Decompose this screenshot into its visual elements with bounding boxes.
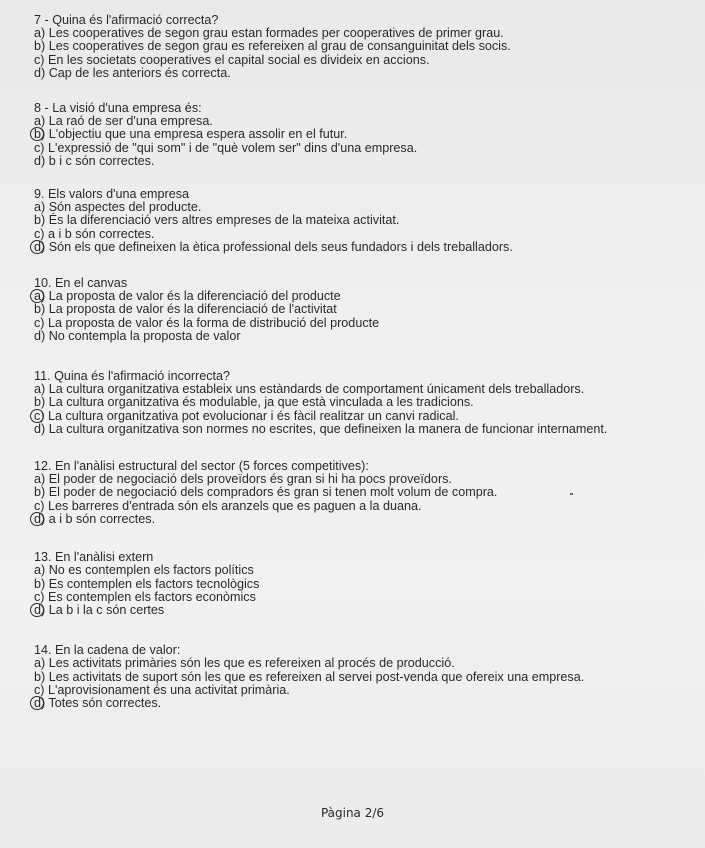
question-block	[34, 14, 694, 80]
answer-option-text: c) En les societats cooperatives el capital social es divideix en accions.	[34, 52, 430, 67]
answer-option-text: a) Són aspectes del producte.	[34, 200, 202, 215]
question-block	[34, 551, 694, 617]
answer-option-text: d) La cultura organitzativa son normes no escrites, que defineixen la manera de funcionar internament.	[34, 421, 608, 436]
answer-option-text: c) Les barreres d'entrada són els aranzels que es paguen a la duana.	[34, 498, 422, 513]
question-title: 9. Els valors d'una empresa	[34, 187, 190, 202]
answer-option-text: a) La cultura organitzativa estableix uns estàndards de comportament únicament dels treballadors.	[34, 382, 585, 397]
question-title: 10. En el canvas	[34, 276, 128, 291]
answer-option-text: d) Totes són correctes.	[34, 695, 162, 710]
answer-option-text: b) És la diferenciació vers altres empreses de la mateixa activitat.	[34, 213, 400, 228]
answer-option-text: a) El poder de negociació dels proveïdors és gran si hi ha pocs proveïdors.	[34, 472, 452, 487]
answer-option-text: b) La cultura organitzativa és modulable, ja que està vinculada a les tradicions.	[34, 395, 474, 410]
answer-option-text: b) L'objectiu que una empresa espera assolir en el futur.	[34, 127, 348, 142]
answer-option-text: a) La raó de ser d'una empresa.	[34, 114, 213, 129]
answer-option-text: b) Les activitats de suport són les que es refereixen al servei post-venda que ofereix una empresa.	[34, 669, 585, 684]
question-title: 8 - La visió d'una empresa és:	[34, 101, 202, 116]
ink-speck	[570, 493, 573, 495]
answer-option-text: b) Es contemplen els factors tecnològics	[34, 576, 260, 591]
answer-option-text: d) La b i la c són certes	[34, 602, 165, 617]
question-block	[34, 188, 694, 254]
question-block	[34, 370, 694, 436]
answer-option-text: b) El poder de negociació dels compradors és gran si tenen molt volum de compra.	[34, 485, 498, 500]
selected-circle-mark	[30, 512, 44, 526]
selected-circle-mark	[30, 603, 44, 617]
answer-option-text: c) L'expressió de "qui som" i de "què volem ser" dins d'una empresa.	[34, 140, 418, 155]
question-title: 12. En l'anàlisi estructural del sector (5 forces competitives):	[34, 459, 369, 474]
answer-option-text: c) La cultura organitzativa pot evolucionar i és fàcil realitzar un canvi radical.	[34, 408, 459, 423]
answer-option	[34, 513, 694, 526]
answer-option-text: a) Les cooperatives de segon grau estan formades per cooperatives de primer grau.	[34, 26, 504, 41]
answer-option	[34, 604, 694, 617]
answer-option-text: d) b i c són correctes.	[34, 153, 155, 168]
question-block	[34, 460, 694, 526]
question-block	[34, 102, 694, 168]
answer-option-text: c) a i b són correctes.	[34, 226, 155, 241]
answer-option-text: d) No contempla la proposta de valor	[34, 328, 241, 343]
question-title: 13. En l'anàlisi extern	[34, 550, 154, 565]
question-block	[34, 644, 694, 710]
page-number: Pàgina 2/6	[320, 806, 385, 820]
question-title: 11. Quina és l'afirmació incorrecta?	[34, 369, 231, 384]
answer-option-text: b) La proposta de valor és la diferenciació de l'activitat	[34, 302, 337, 317]
answer-option-text: a) No es contemplen els factors polítics	[34, 563, 254, 578]
answer-option	[34, 241, 694, 254]
answer-option	[34, 330, 694, 343]
answer-option-text: a) Les activitats primàries són les que es refereixen al procés de producció.	[34, 656, 455, 671]
question-title: 7 - Quina és l'afirmació correcta?	[34, 13, 219, 27]
selected-circle-mark	[30, 409, 44, 423]
answer-option	[34, 67, 694, 80]
question-block	[34, 277, 694, 343]
answer-option-text: c) Es contemplen els factors econòmics	[34, 589, 256, 604]
answer-option-text: c) La proposta de valor és la forma de distribució del producte	[34, 315, 380, 330]
answer-option-text: b) Les cooperatives de segon grau es refereixen al grau de consanguinitat dels socis.	[34, 39, 511, 54]
answer-option	[34, 697, 694, 710]
selected-circle-mark	[30, 240, 44, 254]
answer-option-text: d) Són els que defineixen la ètica professional dels seus fundadors i dels treballadors.	[34, 239, 513, 254]
answer-option-text: d) a i b són correctes.	[34, 511, 156, 526]
answer-option-text: c) L'aprovisionament és una activitat primària.	[34, 682, 290, 697]
answer-option-text: a) La proposta de valor és la diferenciació del producte	[34, 289, 341, 304]
questions-list	[34, 14, 694, 710]
answer-option	[34, 155, 694, 168]
answer-option-text: d) Cap de les anteriors és correcta.	[34, 65, 231, 80]
answer-option	[34, 423, 634, 436]
question-title: 14. En la cadena de valor:	[34, 643, 181, 658]
selected-circle-mark	[30, 696, 44, 710]
